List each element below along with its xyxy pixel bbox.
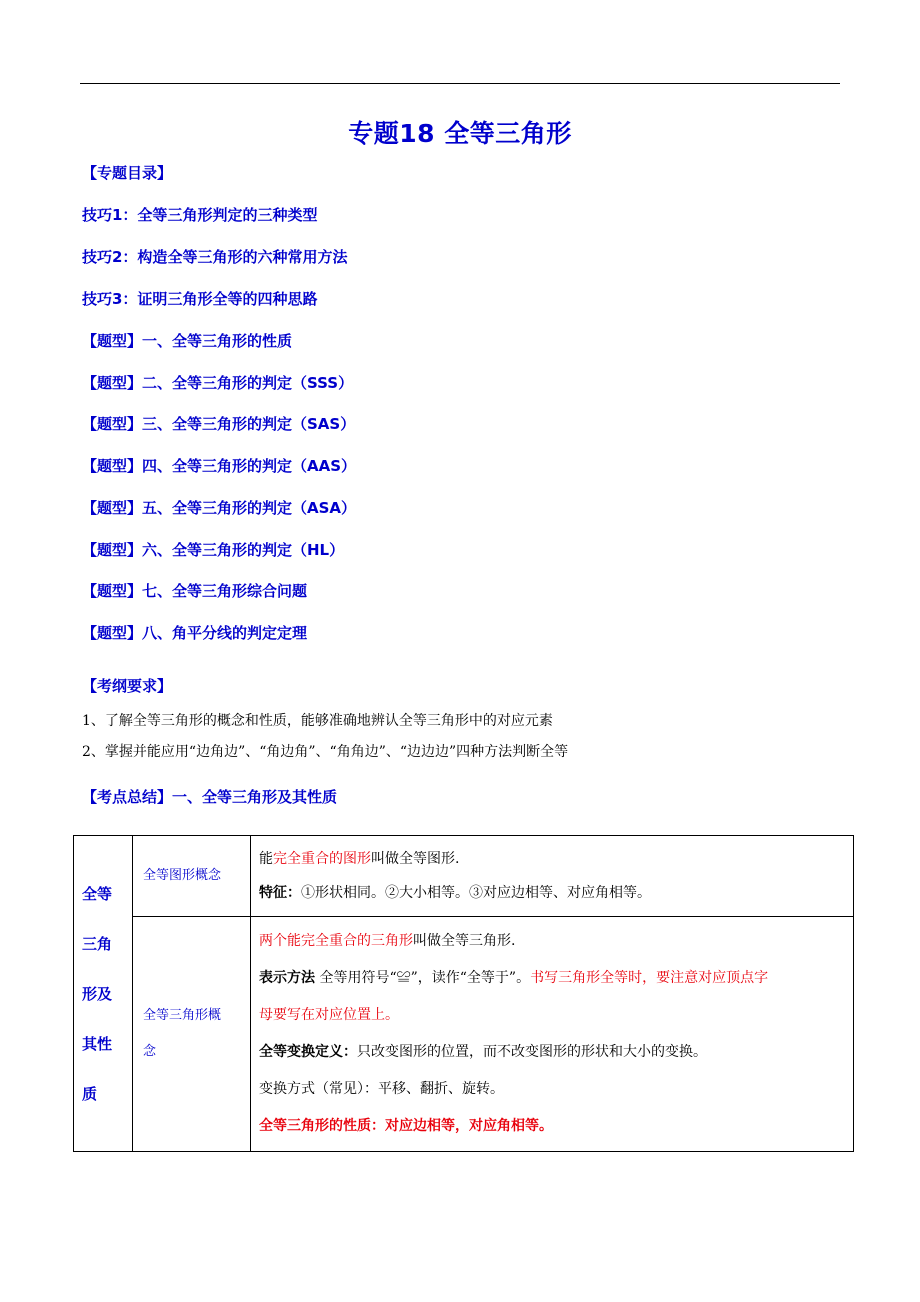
toc-heading: 【专题目录】: [82, 164, 173, 182]
toc-item: 【题型】六、全等三角形的判定（HL）: [82, 541, 345, 559]
content-cell-triangle: [251, 917, 854, 1152]
summary-table: [73, 835, 854, 1152]
toc-item: 【题型】一、全等三角形的性质: [82, 332, 293, 350]
concept-cell-triangle: [133, 917, 251, 1152]
feature-label: 特征：: [259, 885, 301, 901]
warning-text: 书写三角形全等时，要注意对应顶点字: [530, 970, 769, 986]
requirement-item: 2、掌握并能应用“边角边”、“角边角”、“角角边”、“边边边”四种方法判断全等: [82, 744, 569, 760]
definition-line: 能完全重合的图形叫做全等图形.: [259, 851, 460, 867]
requirements-heading: 【考纲要求】: [82, 677, 173, 695]
feature-line: 特征：①形状相同。②大小相等。③对应边相等、对应角相等。: [259, 885, 651, 901]
category-line: 全等: [82, 884, 113, 903]
transform-methods-line: 变换方式（常见）：平移、翻折、旋转。: [259, 1081, 504, 1097]
transform-definition-line: 全等变换定义：只改变图形的位置，而不改变图形的形状和大小的变换。: [259, 1044, 707, 1060]
property-line: [259, 1108, 847, 1145]
highlight-text: 两个能完全重合的三角形: [259, 933, 413, 949]
concept-label: 全等图形概念: [143, 868, 222, 883]
category-line: 三角: [82, 934, 113, 953]
toc-item: 【题型】三、全等三角形的判定（SAS）: [82, 415, 356, 433]
summary-heading: 【考点总结】一、全等三角形及其性质: [82, 788, 338, 806]
toc-item: 【题型】七、全等三角形综合问题: [82, 582, 308, 600]
header-rule: [80, 83, 840, 84]
category-line: 质: [82, 1084, 98, 1103]
toc-item: 技巧1：全等三角形判定的三种类型: [82, 206, 318, 224]
notation-label: 表示方法: [259, 970, 315, 986]
concept-label: 全等三角形概: [143, 1008, 222, 1023]
warning-text: 母要写在对应位置上。: [259, 1007, 399, 1023]
category-line: 其性: [82, 1034, 113, 1053]
concept-label-cont: 念: [143, 1044, 157, 1059]
toc-item: 【题型】二、全等三角形的判定（SSS）: [82, 374, 354, 392]
toc-item: 技巧2：构造全等三角形的六种常用方法: [82, 248, 348, 266]
toc-item: 【题型】五、全等三角形的判定（ASA）: [82, 499, 357, 517]
page-title: 专题18 全等三角形: [348, 119, 572, 148]
highlight-text: 完全重合的图形: [273, 851, 371, 867]
table-row: [74, 917, 854, 1152]
notation-line-cont: [259, 997, 847, 1034]
requirement-item: 1、了解全等三角形的概念和性质，能够准确地辨认全等三角形中的对应元素: [82, 713, 553, 729]
category-cell: [74, 836, 133, 1152]
concept-cell-figure: [133, 836, 251, 917]
notation-line: 表示方法 全等用符号“≌”，读作“全等于”。书写三角形全等时，要注意对应顶点字: [259, 970, 769, 986]
toc-item: 【题型】四、全等三角形的判定（AAS）: [82, 457, 357, 475]
toc-item: 技巧3：证明三角形全等的四种思路: [82, 290, 318, 308]
table-row: [74, 836, 854, 917]
property-text: 全等三角形的性质：对应边相等，对应角相等。: [259, 1118, 553, 1134]
content-cell-figure: [251, 836, 854, 917]
definition-line: 两个能完全重合的三角形叫做全等三角形.: [259, 933, 516, 949]
toc-item: 【题型】八、角平分线的判定定理: [82, 624, 308, 642]
transform-label: 全等变换定义：: [259, 1044, 357, 1060]
category-line: 形及: [82, 984, 113, 1003]
